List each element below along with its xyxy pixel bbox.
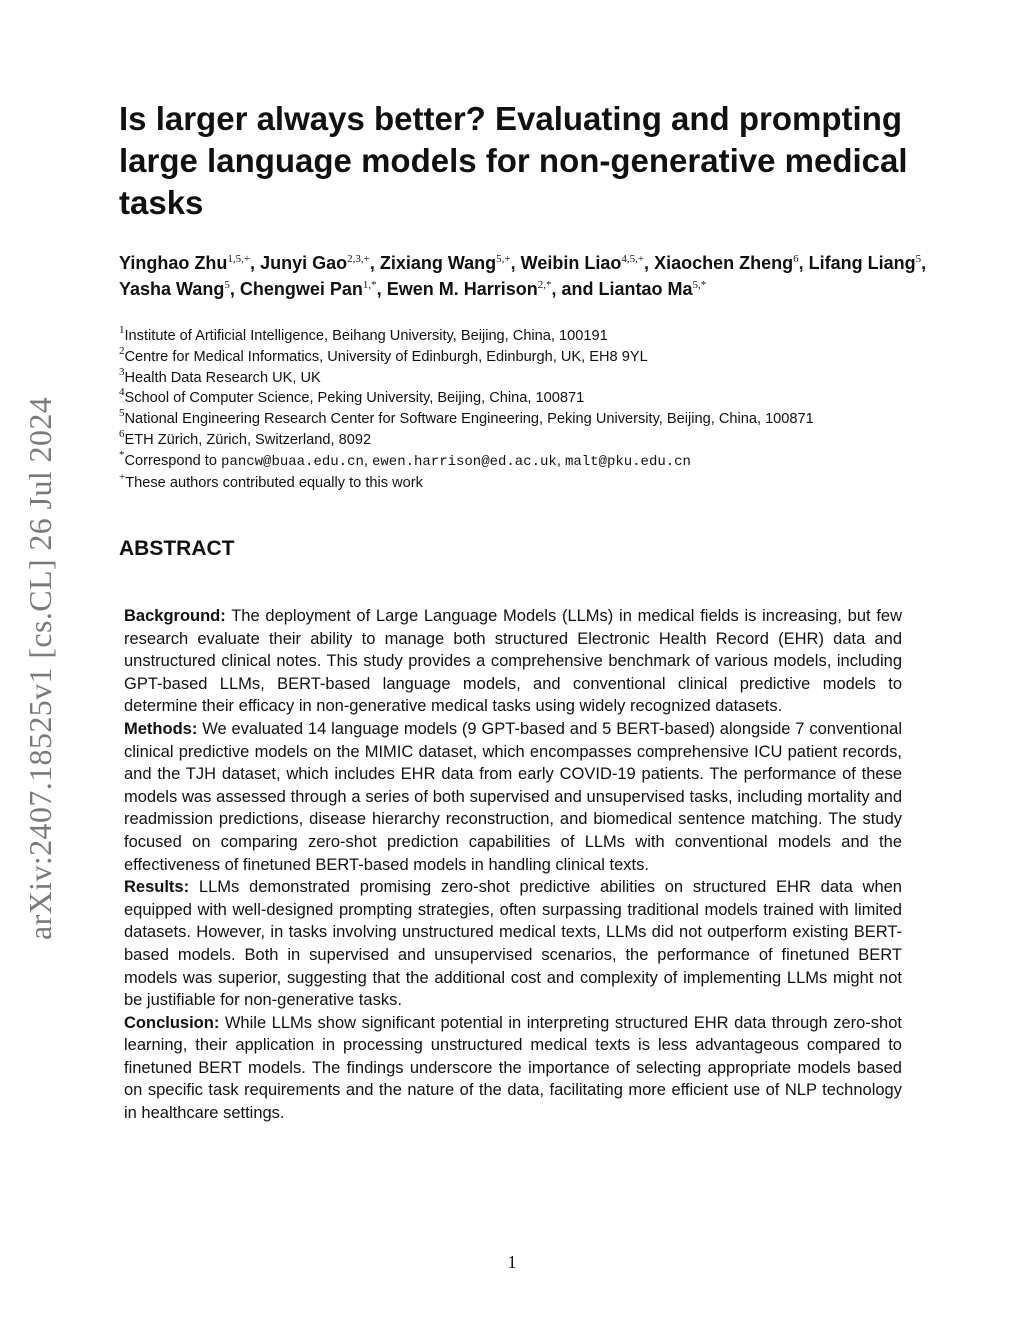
author-affiliation-marker: 1,5,+ bbox=[227, 253, 251, 265]
author-name: Junyi Gao bbox=[260, 253, 348, 273]
email-link[interactable]: malt@pku.edu.cn bbox=[564, 453, 691, 470]
affiliation-item: $^4$School of Computer Science, Peking University, Beijing, China, 100871 bbox=[119, 386, 585, 407]
author-separator: , bbox=[921, 253, 927, 273]
author-separator: , bbox=[250, 253, 261, 273]
email-link[interactable]: ewen.harrison@ed.ac.uk bbox=[371, 453, 557, 470]
author-separator: , bbox=[229, 279, 240, 299]
abstract-results: Results: LLMs demonstrated promising zero-shot predictive abilities on structured EHR data when equipped with well-designed prompting strategies, often surpassing traditional models trained with limited datasets. However, in tasks involving unstructured medical texts, LLMs did not outperform existing BERT-based models. Both in supervised and unsupervised scenarios, the performance of finetuned BERT models was superior, suggesting that the additional cost and complexity of implementing LLMs might not be justifiable for non-generative tasks. bbox=[124, 878, 902, 1010]
author-affiliation-marker: 2,3,+ bbox=[347, 253, 370, 265]
affiliation-item: $^3$Health Data Research UK, UK bbox=[119, 365, 321, 386]
author-name: Chengwei Pan bbox=[239, 279, 363, 299]
author-name: Ewen M. Harrison bbox=[386, 279, 538, 299]
abstract-methods: Methods: We evaluated 14 language models (9 GPT-based and 5 BERT-based) alongside 7 conventional clinical predictive models on the MIMIC dataset, which encompasses comprehensive ICU patient records, and the TJH dataset, which includes EHR data from early COVID-19 patients. The performance of these models was assessed through a series of both supervised and unsupervised tasks, including mortality and readmission predictions, disease hierarchy reconstruction, and biomedical sentence matching. The study focused on comparing zero-shot prediction capabilities of LLMs with conventional models and the effectiveness of finetuned BERT-based models in handling clinical texts. bbox=[124, 719, 902, 874]
affiliation-item: $^6$ETH Zürich, Zürich, Switzerland, 8092 bbox=[119, 427, 372, 448]
author-name: Liantao Ma bbox=[598, 279, 693, 299]
author-name: Zixiang Wang bbox=[379, 253, 497, 273]
author-affiliation-marker: 4,5,+ bbox=[621, 253, 645, 265]
author-separator: , bbox=[369, 253, 380, 273]
page-number: 1 bbox=[507, 1252, 517, 1272]
correspondence-note: *Correspond to pancw@buaa.edu.cn, ewen.harrison@ed.ac.uk, malt@pku.edu.cn bbox=[119, 448, 691, 470]
paper-title: Is larger always better? Evaluating and prompting large language models for non-generative medical tasks bbox=[119, 100, 908, 221]
author-name: Weibin Liao bbox=[520, 253, 622, 273]
email-link[interactable]: pancw@buaa.edu.cn bbox=[221, 453, 364, 470]
author-separator: , bbox=[644, 253, 655, 273]
affiliation-item: $^2$Centre for Medical Informatics, University of Edinburgh, Edinburgh, UK, EH8 9YL bbox=[119, 344, 648, 365]
abstract-background: Background: The deployment of Large Language Models (LLMs) in medical fields is increasing, but few research evaluate their ability to manage both structured Electronic Health Record (EHR) data and unstructured clinical notes. This study provides a comprehensive benchmark of various models, including GPT-based LLMs, BERT-based language models, and conventional clinical predictive models to determine their efficacy in non-generative medical tasks using widely recognized datasets. bbox=[124, 607, 902, 716]
affiliation-item: $^5$National Engineering Research Center for Software Engineering, Peking University, Beijing, China, 100871 bbox=[119, 407, 814, 428]
author-separator: , bbox=[798, 253, 809, 273]
arxiv-identifier: arXiv:2407.18525v1 [cs.CL] 26 Jul 2024 bbox=[22, 396, 58, 940]
author-name: Yinghao Zhu bbox=[119, 253, 228, 273]
affiliation-list bbox=[119, 326, 939, 493]
author-list bbox=[119, 250, 939, 302]
author-name: Xiaochen Zheng bbox=[654, 253, 794, 273]
abstract-conclusion: Conclusion: While LLMs show significant potential in interpreting structured EHR data through zero-shot learning, their application in processing unstructured medical texts is less advantageous compared to finetuned BERT models. The findings underscore the importance of selecting appropriate models based on specific task requirements and the nature of the data, facilitating more efficient use of NLP technology in healthcare settings. bbox=[124, 1013, 902, 1123]
author-affiliation-marker: 5 bbox=[915, 253, 922, 265]
author-affiliation-marker: 6 bbox=[793, 253, 799, 265]
author-name: Yasha Wang bbox=[119, 279, 225, 299]
author-affiliation-marker: 5 bbox=[224, 279, 230, 291]
author-affiliation-marker: 5,+ bbox=[496, 253, 511, 265]
affiliation-item: $^1$Institute of Artificial Intelligence, Beihang University, Beijing, China, 100191 bbox=[119, 324, 608, 344]
abstract-heading: ABSTRACT bbox=[119, 537, 235, 560]
author-name: Lifang Liang bbox=[808, 253, 916, 273]
author-separator: , bbox=[510, 253, 521, 273]
author-affiliation-marker: 5,* bbox=[692, 279, 707, 291]
equal-contribution-note: +These authors contributed equally to this work bbox=[119, 470, 423, 491]
author-affiliation-marker: 1,* bbox=[362, 279, 377, 291]
author-separator: , bbox=[376, 279, 387, 299]
author-affiliation-marker: 2,* bbox=[537, 279, 552, 291]
author-separator: , and bbox=[551, 279, 599, 299]
abstract-body bbox=[124, 605, 902, 1125]
